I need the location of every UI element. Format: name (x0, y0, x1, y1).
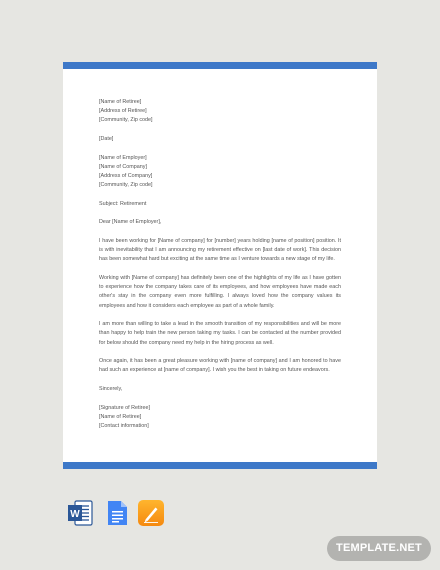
letter-salutation: Dear [Name of Employer], (99, 219, 162, 226)
employer-name: [Name of Employer] (99, 154, 147, 161)
retiree-printed-name: [Name of Retiree] (99, 413, 142, 420)
document-bottom-accent-bar (63, 462, 377, 469)
document-top-accent-bar (63, 62, 377, 69)
letter-paragraph: I am more than willing to take a lead in the smooth transition of my responsibilities and will be more than happy to help train the new person taking my tasks. I can be contacted at the number provided for below should the company need my help in the hiring process as well. (99, 321, 341, 346)
letter-subject: Subject: Retirement (99, 200, 147, 207)
pages-icon[interactable] (138, 500, 164, 526)
letter-content (99, 98, 341, 441)
company-address: [Address of Company] (99, 173, 153, 179)
word-icon[interactable] (68, 500, 94, 526)
letter-paragraph: Once again, it has been a great pleasure working with [name of company] and I am honored to have had such an experience at [name of company]. I wish you the best in taking on future endeavors. (99, 358, 341, 374)
retiree-address: [Address of Retiree] (99, 108, 147, 115)
company-community: [Community, Zip code] (99, 182, 153, 189)
letter-closing: Sincerely, (99, 385, 123, 392)
retiree-address-block (99, 98, 341, 126)
signature-line: [Signature of Retiree] (99, 404, 150, 411)
retiree-community: [Community, Zip code] (99, 117, 153, 124)
google-docs-icon[interactable] (104, 500, 130, 526)
letter-paragraph: Working with [Name of company] has definitely been one of the highlights of my life as I have gotten to experience how the company takes care of its employees, and how employees have made each other's stay in the company even more fulfilling. I always loved how the company values its employees and how it considers each employee as part of a whole family. (99, 274, 341, 309)
employer-address-block (99, 154, 341, 191)
contact-information: [Contact information] (99, 422, 149, 429)
retiree-name: [Name of Retiree] (99, 99, 142, 105)
letter-page (63, 69, 377, 462)
template-net-badge[interactable]: TEMPLATE.NET (327, 536, 431, 561)
signature-block (99, 404, 341, 432)
letter-paragraph: I have been working for [Name of company] for [number] years holding [name of position] position. It is with inevitability that I am announcing my retirement effective on [last date of work]. This decision has been somewhat hard but exciting at the same time as I venture towards a new stage of my life. (99, 237, 341, 263)
letter-date: [Date] (99, 136, 114, 142)
company-name: [Name of Company] (99, 163, 147, 170)
svg-text:W: W (70, 508, 80, 520)
